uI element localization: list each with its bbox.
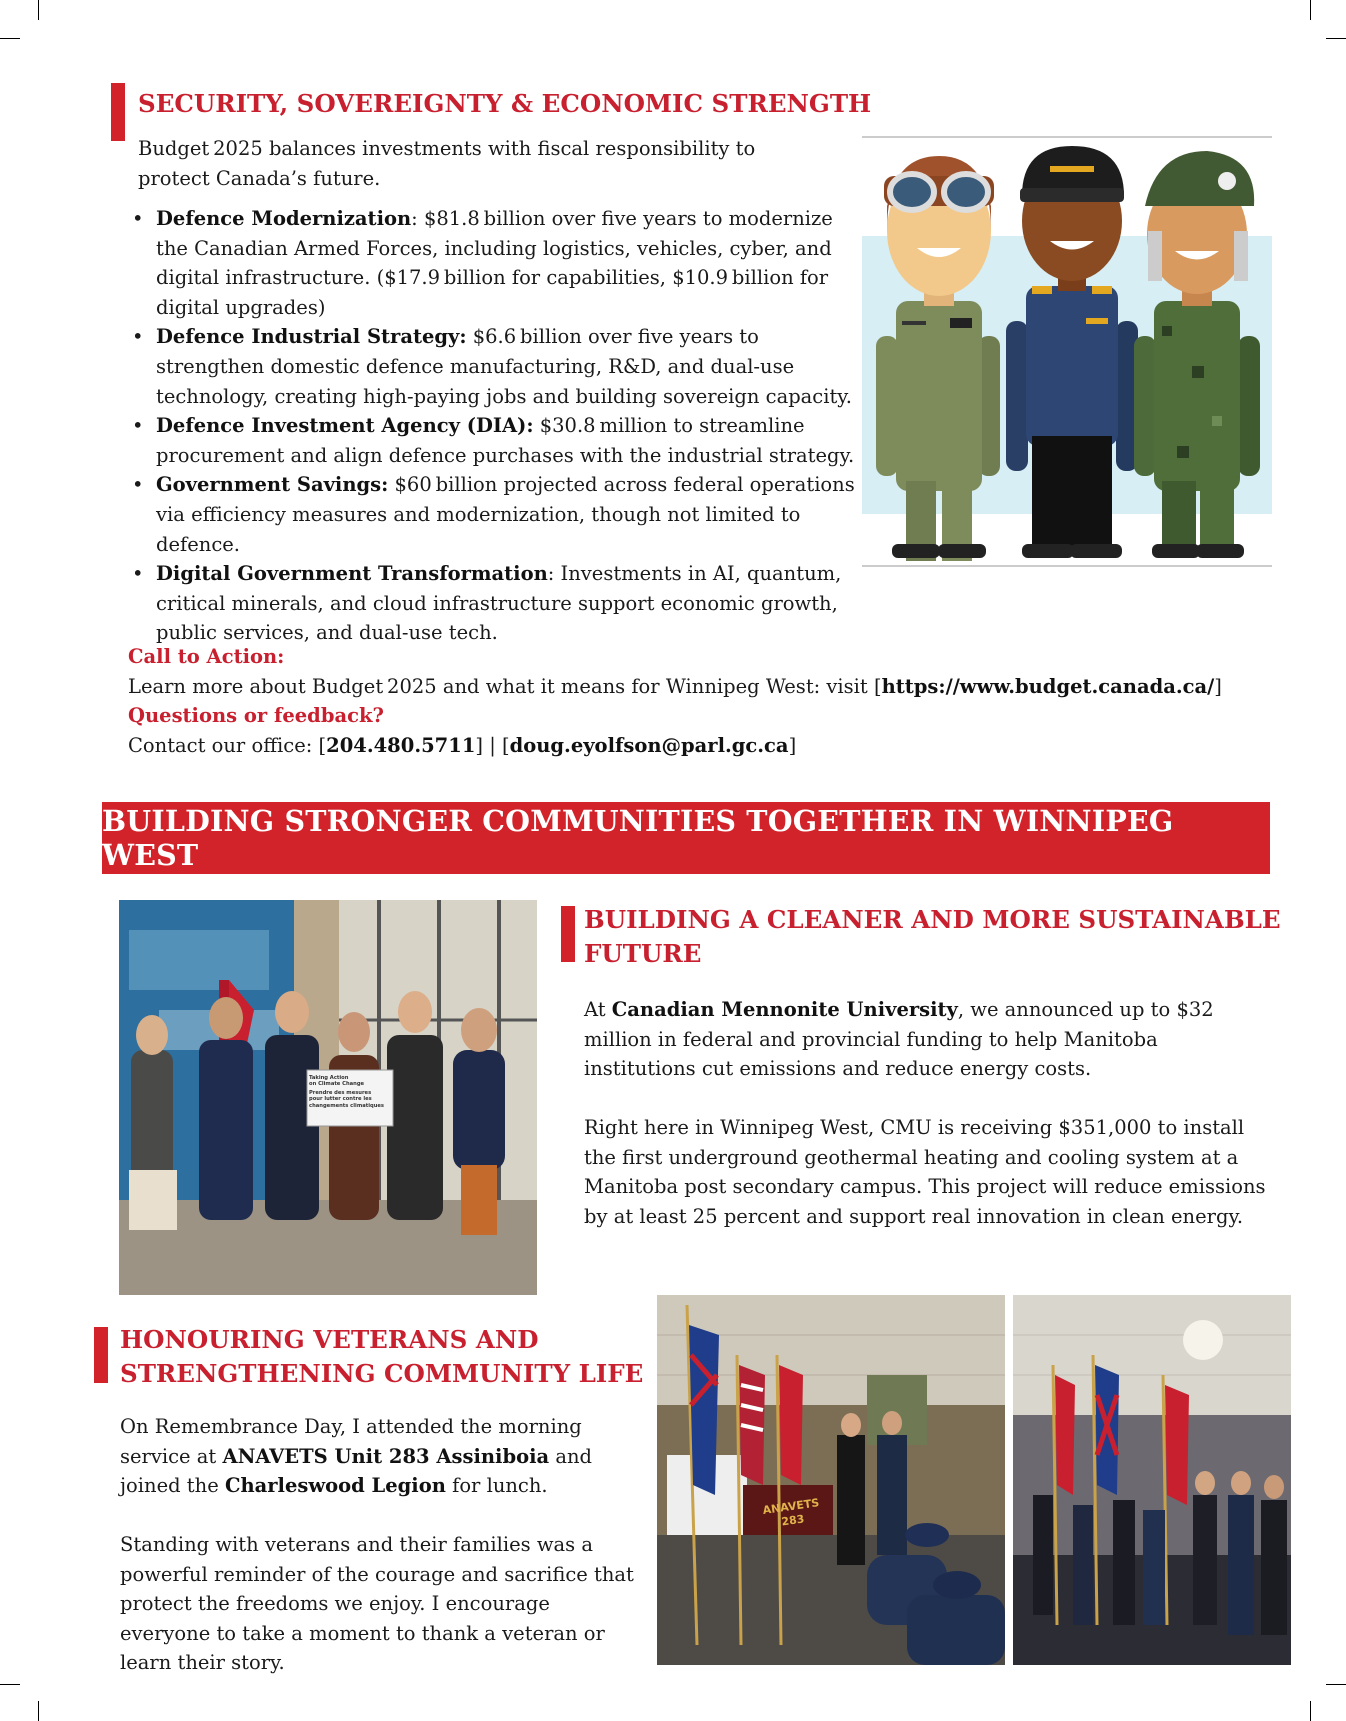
cleaner-paragraph-1: At Canadian Mennonite University, we announced up to $32 million in federal and provincial funding to help Manitoba institutions cut emissions and reduce energy costs.	[584, 998, 1214, 1080]
security-bullets	[128, 204, 858, 648]
climate-announcement-photo	[119, 900, 537, 1295]
cleaner-future-title: BUILDING A CLEANER AND MORE SUSTAINABLE FUTURE	[584, 905, 1281, 968]
list-item: • Defence Modernization: $81.8 billion over five years to modernize the Canadian Armed Forces, including logistics, vehicles, cyber, and digital infrastructure. ($17.9 billion for capabilities, $10.9 billion for digital upgrades)	[128, 204, 858, 322]
list-item: • Digital Government Transformation: Investments in AI, quantum, critical minerals, and cloud infrastructure support economic growth, public services, and dual-use tech.	[128, 559, 858, 648]
security-title: SECURITY, SOVEREIGNTY & ECONOMIC STRENGTH	[138, 89, 872, 118]
call-to-action-text: Learn more about Budget 2025 and what it means for Winnipeg West: visit [https://www.budget.canada.ca/]	[128, 674, 1222, 698]
crop-mark	[0, 1684, 20, 1685]
security-intro: Budget 2025 balances investments with fiscal responsibility to protect Canada’s future.	[138, 137, 756, 190]
phone-number[interactable]: 204.480.5711	[326, 733, 476, 757]
crop-mark	[1310, 1701, 1311, 1721]
list-item: • Government Savings: $60 billion projected across federal operations via efficiency measures and modernization, though not limited to defence.	[128, 470, 858, 559]
section-accent-bar	[94, 1327, 108, 1383]
section-accent-bar	[561, 906, 575, 962]
crop-mark	[1310, 0, 1311, 20]
remembrance-ceremony-photo	[657, 1295, 1005, 1665]
questions-label: Questions or feedback?	[128, 704, 384, 727]
community-banner: BUILDING STRONGER COMMUNITIES TOGETHER IN WINNIPEG WEST	[102, 802, 1270, 874]
crop-mark	[0, 38, 20, 39]
section-accent-bar	[111, 83, 125, 141]
call-to-action	[128, 642, 1258, 760]
email-link[interactable]: doug.eyolfson@parl.gc.ca	[509, 733, 789, 757]
crop-mark	[38, 1701, 39, 1721]
veterans-paragraph-1: On Remembrance Day, I attended the morning service at ANAVETS Unit 283 Assiniboia and joined the Charleswood Legion for lunch.	[120, 1415, 593, 1497]
veterans-title: HONOURING VETERANS AND STRENGTHENING COMMUNITY LIFE	[120, 1325, 644, 1388]
crop-mark	[38, 0, 39, 20]
crop-mark	[1326, 38, 1346, 39]
list-item: • Defence Industrial Strategy: $6.6 billion over five years to strengthen domestic defence manufacturing, R&D, and dual-use technology, creating high-paying jobs and building sovereign capacity.	[128, 322, 858, 411]
cleaner-future-body	[584, 995, 1274, 1231]
contact-line: Contact our office: [204.480.5711] | [doug.eyolfson@parl.gc.ca]	[128, 733, 797, 757]
climate-sign: Taking Action on Climate Change Prendre des mesures pour lutter contre les changements climatiques	[309, 1075, 384, 1109]
veterans-paragraph-2: Standing with veterans and their families was a powerful reminder of the courage and sacrifice that protect the freedoms we enjoy. I encourage everyone to take a moment to thank a veteran or learn their story.	[120, 1533, 634, 1674]
legion-color-party-photo	[1013, 1295, 1291, 1665]
budget-link[interactable]: https://www.budget.canada.ca/	[881, 674, 1215, 698]
cleaner-paragraph-2: Right here in Winnipeg West, CMU is receiving $351,000 to install the first underground geothermal heating and cooling system at a Manitoba post secondary campus. This project will reduce emissions by at least 25 percent and support real innovation in clean energy.	[584, 1116, 1266, 1228]
list-item: • Defence Investment Agency (DIA): $30.8 million to streamline procurement and align defence purchases with the industrial strategy.	[128, 411, 858, 470]
crop-mark	[1326, 1684, 1346, 1685]
armed-forces-illustration	[862, 136, 1272, 567]
veterans-body	[120, 1412, 640, 1678]
anavets-sign: ANAVETS 283	[761, 1496, 821, 1529]
call-to-action-label: Call to Action:	[128, 645, 285, 668]
